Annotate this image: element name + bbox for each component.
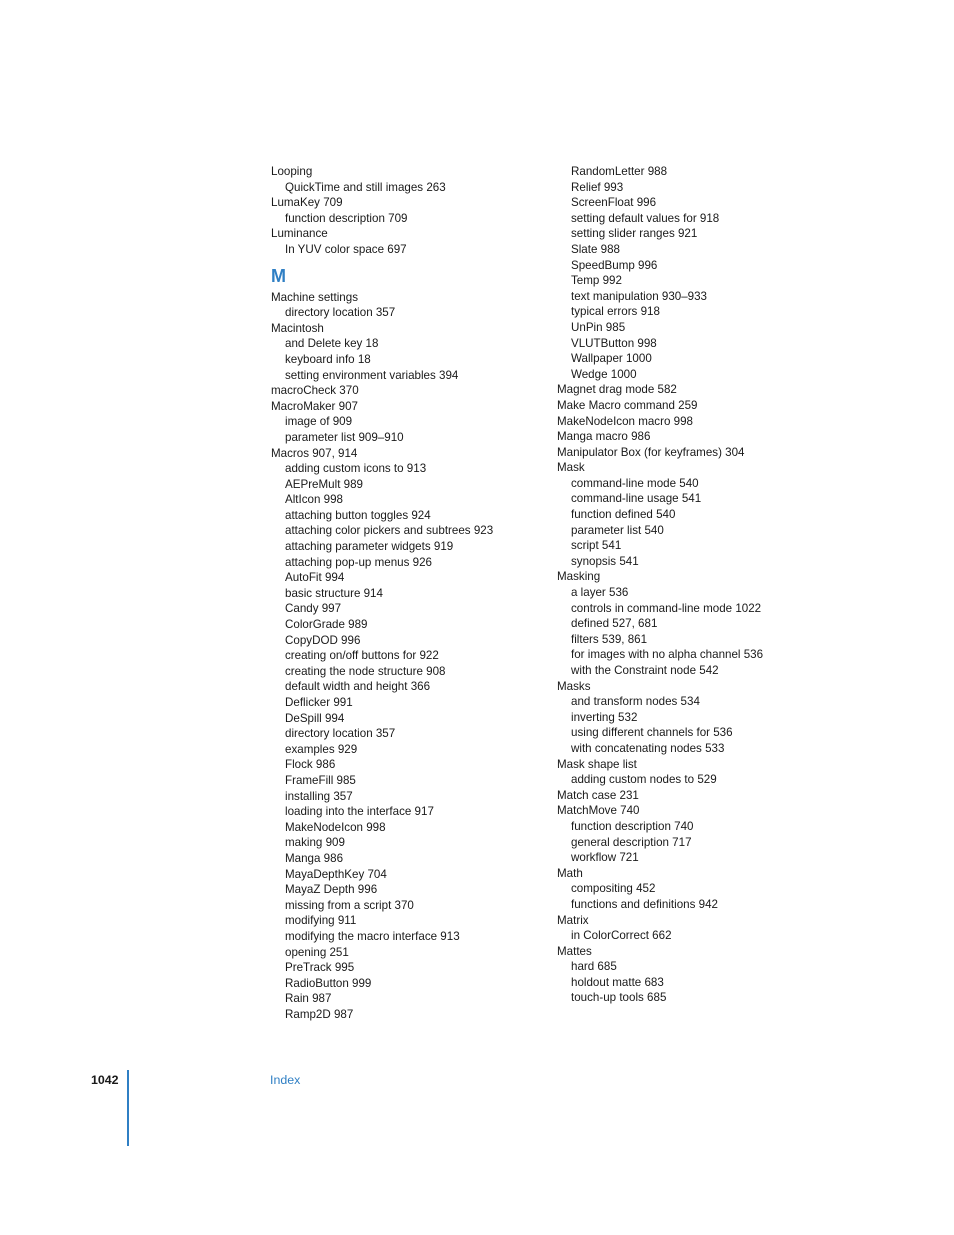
index-sub-entry: Wedge 1000	[571, 367, 637, 381]
index-sub-entry: adding custom nodes to 529	[571, 773, 717, 787]
index-main-entry: Looping	[271, 165, 313, 178]
index-main-entry: Math	[557, 866, 583, 880]
index-sub-entry: hard 685	[571, 960, 617, 974]
index-sub-entry: holdout matte 683	[571, 975, 664, 989]
index-main-entry: macroCheck 370	[271, 384, 359, 398]
index-sub-entry: ScreenFloat 996	[571, 196, 657, 210]
index-main-entry: Mattes	[557, 944, 592, 958]
index-main-entry: Mask	[557, 461, 585, 475]
section-title: Index	[270, 1073, 301, 1087]
index-sub-entry: modifying the macro interface 913	[285, 929, 460, 943]
index-sub-entry: In YUV color space 697	[285, 242, 407, 256]
index-main-entry: Mask shape list	[557, 757, 637, 771]
index-main-entry: Manipulator Box (for keyframes) 304	[557, 445, 745, 459]
index-sub-entry: Relief 993	[571, 180, 624, 194]
index-sub-entry: attaching button toggles 924	[285, 508, 431, 522]
index-sub-entry: Rain 987	[285, 992, 332, 1006]
index-sub-entry: setting slider ranges 921	[571, 227, 698, 241]
index-sub-entry: image of 909	[285, 415, 353, 429]
index-sub-entry: Ramp2D 987	[285, 1007, 354, 1021]
index-sub-entry: AltIcon 998	[285, 493, 344, 507]
index-main-entry: Masks	[557, 679, 591, 693]
index-sub-entry: general description 717	[571, 835, 692, 849]
index-sub-entry: function defined 540	[571, 508, 676, 522]
index-letter-heading: M	[271, 265, 286, 286]
index-sub-entry: ColorGrade 989	[285, 618, 368, 632]
index-sub-entry: script 541	[571, 539, 622, 553]
index-main-entry: Make Macro command 259	[557, 398, 698, 412]
index-sub-entry: using different channels for 536	[571, 726, 733, 740]
index-sub-entry: and Delete key 18	[285, 337, 379, 351]
index-sub-entry: DeSpill 994	[285, 711, 345, 725]
index-sub-entry: and transform nodes 534	[571, 695, 700, 709]
index-sub-entry: directory location 357	[285, 306, 396, 320]
index-main-entry: MatchMove 740	[557, 804, 640, 818]
index-main-entry: Macros 907, 914	[271, 446, 358, 460]
index-sub-entry: Slate 988	[571, 242, 620, 256]
page-number: 1042	[91, 1073, 119, 1087]
index-sub-entry: default width and height 366	[285, 680, 431, 694]
index-sub-entry: PreTrack 995	[285, 961, 355, 975]
index-main-entry: MacroMaker 907	[271, 399, 358, 413]
index-main-entry: Matrix	[557, 913, 589, 927]
index-sub-entry: CopyDOD 996	[285, 633, 361, 647]
index-sub-entry: MakeNodeIcon 998	[285, 820, 386, 834]
index-sub-entry: touch-up tools 685	[571, 991, 667, 1005]
index-sub-entry: adding custom icons to 913	[285, 462, 427, 476]
index-sub-entry: AutoFit 994	[285, 571, 345, 585]
index-sub-entry: VLUTButton 998	[571, 336, 657, 350]
index-sub-entry: QuickTime and still images 263	[285, 180, 446, 194]
index-sub-entry: attaching pop-up menus 926	[285, 555, 432, 569]
index-main-entry: MakeNodeIcon macro 998	[557, 414, 693, 428]
index-sub-entry: parameter list 540	[571, 523, 664, 537]
index-sub-entry: creating the node structure 908	[285, 664, 446, 678]
index-sub-entry: attaching color pickers and subtrees 923	[285, 524, 494, 538]
index-sub-entry: function description 740	[571, 819, 694, 833]
index-sub-entry: Candy 997	[285, 602, 342, 616]
index-sub-entry: RandomLetter 988	[571, 165, 668, 178]
index-main-entry: Match case 231	[557, 788, 639, 802]
index-sub-entry: creating on/off buttons for 922	[285, 649, 439, 663]
index-sub-entry: text manipulation 930–933	[571, 289, 708, 303]
index-sub-entry: attaching parameter widgets 919	[285, 540, 454, 554]
index-main-entry: Luminance	[271, 227, 328, 241]
index-sub-entry: for images with no alpha channel 536	[571, 648, 764, 662]
index-main-entry: Masking	[557, 570, 601, 584]
index-sub-entry: filters 539, 861	[571, 632, 648, 646]
index-sub-entry: inverting 532	[571, 710, 638, 724]
index-sub-entry: setting environment variables 394	[285, 368, 459, 382]
index-sub-entry: RadioButton 999	[285, 976, 372, 990]
index-sub-entry: with the Constraint node 542	[571, 664, 719, 677]
index-sub-entry: functions and definitions 942	[571, 897, 718, 911]
index-sub-entry: in ColorCorrect 662	[571, 929, 672, 943]
index-sub-entry: typical errors 918	[571, 305, 660, 319]
index-sub-entry: Manga 986	[285, 851, 344, 865]
index-sub-entry: Wallpaper 1000	[571, 352, 652, 366]
index-sub-entry: Flock 986	[285, 758, 336, 772]
index-sub-entry: workflow 721	[571, 851, 639, 865]
index-sub-entry: UnPin 985	[571, 320, 626, 334]
index-sub-entry: command-line usage 541	[571, 492, 702, 506]
index-sub-entry: MayaDepthKey 704	[285, 867, 387, 881]
index-sub-entry: parameter list 909–910	[285, 430, 404, 444]
index-main-entry: LumaKey 709	[271, 196, 343, 210]
index-sub-entry: command-line mode 540	[571, 476, 699, 490]
index-sub-entry: keyboard info 18	[285, 352, 371, 366]
index-sub-entry: installing 357	[285, 789, 353, 803]
index-sub-entry: SpeedBump 996	[571, 258, 658, 272]
footer-divider	[127, 1070, 129, 1146]
index-sub-entry: AEPreMult 989	[285, 477, 363, 491]
index-sub-entry: a layer 536	[571, 586, 629, 600]
index-sub-entry: controls in command-line mode 1022	[571, 601, 762, 615]
index-main-entry: Macintosh	[271, 321, 324, 335]
index-sub-entry: missing from a script 370	[285, 898, 414, 912]
index-sub-entry: FrameFill 985	[285, 773, 356, 787]
index-column-right	[557, 164, 827, 1006]
index-sub-entry: function description 709	[285, 211, 408, 225]
index-sub-entry: synopsis 541	[571, 554, 639, 568]
index-main-entry: Magnet drag mode 582	[557, 383, 677, 397]
index-sub-entry: Deflicker 991	[285, 696, 353, 709]
index-sub-entry: opening 251	[285, 945, 349, 959]
index-sub-entry: defined 527, 681	[571, 617, 658, 631]
index-sub-entry: examples 929	[285, 742, 358, 756]
index-sub-entry: setting default values for 918	[571, 211, 720, 225]
index-sub-entry: making 909	[285, 836, 345, 850]
index-column-left	[271, 164, 541, 1022]
index-sub-entry: loading into the interface 917	[285, 805, 434, 819]
index-sub-entry: Temp 992	[571, 274, 622, 288]
index-sub-entry: MayaZ Depth 996	[285, 883, 378, 897]
index-main-entry: Manga macro 986	[557, 430, 651, 444]
index-sub-entry: basic structure 914	[285, 586, 383, 600]
index-sub-entry: directory location 357	[285, 727, 396, 741]
index-main-entry: Machine settings	[271, 290, 358, 304]
index-sub-entry: with concatenating nodes 533	[571, 741, 725, 755]
index-sub-entry: compositing 452	[571, 882, 656, 896]
index-sub-entry: modifying 911	[285, 914, 357, 928]
